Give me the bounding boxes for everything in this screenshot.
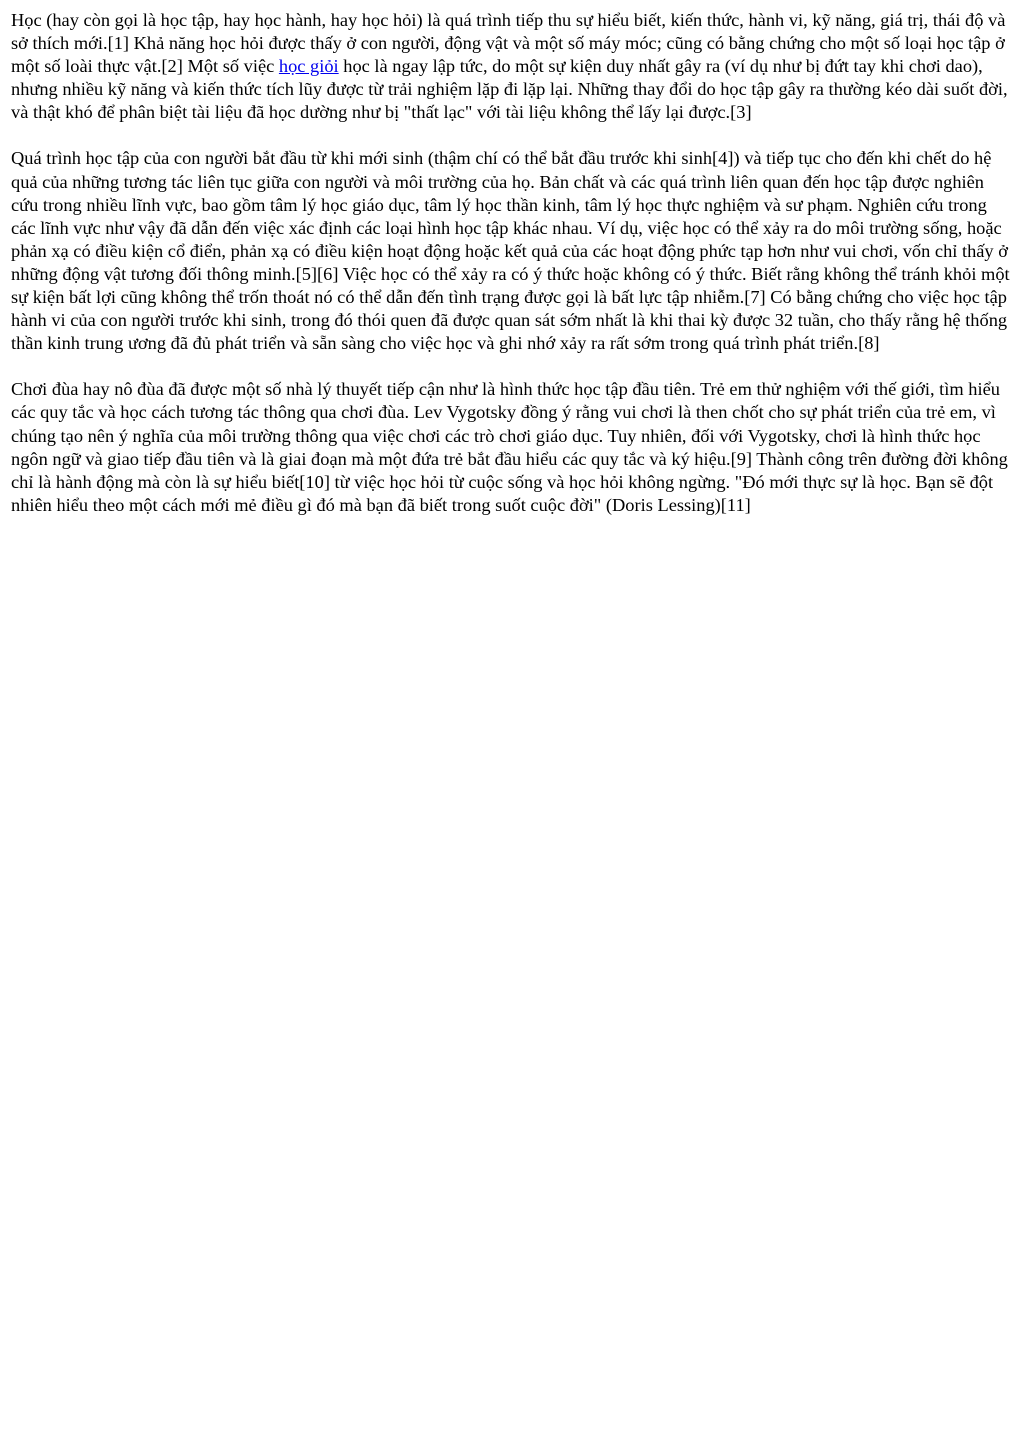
paragraph-1 <box>11 9 1011 124</box>
paragraph-1-text-start: Học (hay còn gọi là học tập, hay học hành, hay học hỏi) là quá trình tiếp thu sự hiểu biết, kiến thức, hành vi, kỹ năng, giá trị, thái độ và sở thích mới.[1] Khả năng học hỏi được thấy ở con người, động vật và một số máy móc; cũng có bằng chứng cho một số loại học tập ở một số loài thực vật.[2] Một số việc <box>11 10 1006 77</box>
article-body <box>11 9 1011 540</box>
paragraph-2: Quá trình học tập của con người bắt đầu từ khi mới sinh (thậm chí có thể bắt đầu trước khi sinh[4]) và tiếp tục cho đến khi chết do hệ quả của những tương tác liên tục giữa con người và môi trường của họ. Bản chất và các quá trình liên quan đến học tập được nghiên cứu trong nhiều lĩnh vực, bao gồm tâm lý học giáo dục, tâm lý học thần kinh, tâm lý học thực nghiệm và sư phạm. Nghiên cứu trong các lĩnh vực như vậy đã dẫn đến việc xác định các loại hình học tập khác nhau. Ví dụ, việc học có thể xảy ra do môi trường sống, hoặc phản xạ có điều kiện cổ điển, phản xạ có điều kiện hoạt động hoặc kết quả của các hoạt động phức tạp hơn như vui chơi, vốn chỉ thấy ở những động vật tương đối thông minh.[5][6] Việc học có thể xảy ra có ý thức hoặc không có ý thức. Biết rằng không thể tránh khỏi một sự kiện bất lợi cũng không thể trốn thoát nó có thể dẫn đến tình trạng được gọi là bất lực tập nhiễm.[7] Có bằng chứng cho việc học tập hành vi của con người trước khi sinh, trong đó thói quen đã được quan sát sớm nhất là khi thai kỳ được 32 tuần, cho thấy rằng hệ thống thần kinh trung ương đã đủ phát triển và sẵn sàng cho việc học và ghi nhớ xảy ra rất sớm trong quá trình phát triển.[8] <box>11 148 1010 354</box>
hoc-gioi-link[interactable]: học giỏi <box>278 56 339 77</box>
paragraph-3: Chơi đùa hay nô đùa đã được một số nhà lý thuyết tiếp cận như là hình thức học tập đầu tiên. Trẻ em thử nghiệm với thế giới, tìm hiểu các quy tắc và học cách tương tác thông qua chơi đùa. Lev Vygotsky đồng ý rằng vui chơi là then chốt cho sự phát triển của trẻ em, vì chúng tạo nên ý nghĩa của môi trường thông qua việc chơi các trò chơi giáo dục. Tuy nhiên, đối với Vygotsky, chơi là hình thức học ngôn ngữ và giao tiếp đầu tiên và là giai đoạn mà một đứa trẻ bắt đầu hiểu các quy tắc và ký hiệu.[9] Thành công trên đường đời không chỉ là hành động mà còn là sự hiểu biết[10] từ việc học hỏi từ cuộc sống và học hỏi không ngừng. "Đó mới thực sự là học. Bạn sẽ đột nhiên hiểu theo một cách mới mẻ điều gì đó mà bạn đã biết trong suốt cuộc đời" (Doris Lessing)[11] <box>11 379 1008 515</box>
paragraph-1-text-end: học là ngay lập tức, do một sự kiện duy nhất gây ra (ví dụ như bị đứt tay khi chơi dao), nhưng nhiều kỹ năng và kiến thức tích lũy được từ trải nghiệm lặp đi lặp lại. Những thay đổi do học tập gây ra thường kéo dài suốt đời, và thật khó để phân biệt tài liệu đã học dường như bị "thất lạc" với tài liệu không thể lấy lại được.[3] <box>11 56 1008 123</box>
